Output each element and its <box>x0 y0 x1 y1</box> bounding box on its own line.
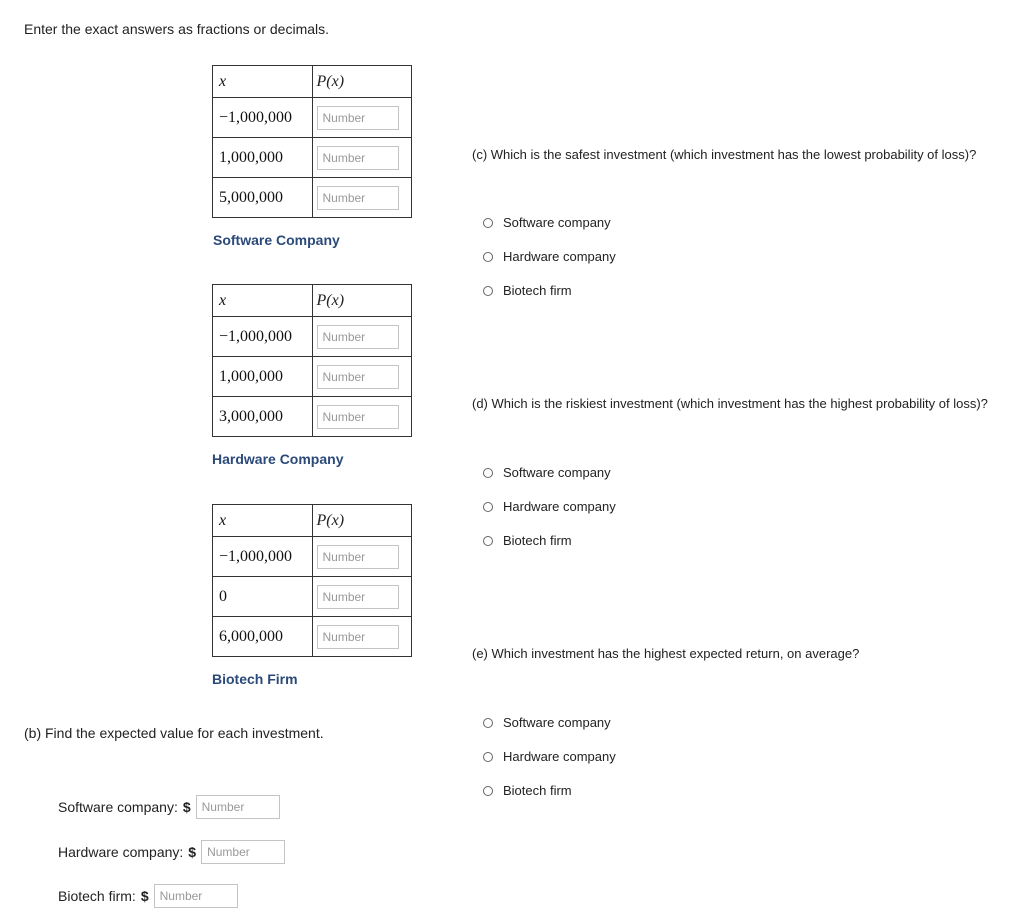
part-c-option-hardware[interactable] <box>483 249 616 264</box>
hardware-probability-table <box>212 284 412 437</box>
part-e-question: (e) Which investment has the highest expected return, on average? <box>472 646 860 661</box>
x-value: −1,000,000 <box>213 98 313 138</box>
x-value: 3,000,000 <box>213 397 313 437</box>
part-d-option-biotech[interactable] <box>483 533 572 548</box>
table-row <box>213 98 412 138</box>
part-e-option-software[interactable] <box>483 715 611 730</box>
x-value: 6,000,000 <box>213 617 313 657</box>
dollar-sign: $ <box>140 888 149 904</box>
part-b-question: (b) Find the expected value for each investment. <box>24 725 324 741</box>
table-row <box>213 577 412 617</box>
header-x: x <box>213 285 313 317</box>
table-row <box>213 317 412 357</box>
probability-input[interactable] <box>317 625 399 649</box>
table-row <box>213 397 412 437</box>
x-value: −1,000,000 <box>213 317 313 357</box>
probability-input[interactable] <box>317 325 399 349</box>
probability-input[interactable] <box>317 545 399 569</box>
header-x: x <box>213 505 313 537</box>
radio-button[interactable] <box>483 752 493 762</box>
x-value: 5,000,000 <box>213 178 313 218</box>
ev-hardware-input[interactable] <box>201 840 285 864</box>
header-px: P(x) <box>312 285 412 317</box>
header-px: P(x) <box>312 505 412 537</box>
ev-biotech-label: Biotech firm: <box>58 888 136 904</box>
part-c-option-software[interactable] <box>483 215 611 230</box>
radio-button[interactable] <box>483 536 493 546</box>
table-row <box>213 537 412 577</box>
ev-hardware-label: Hardware company: <box>58 844 184 860</box>
part-d-option-software[interactable] <box>483 465 611 480</box>
x-value: 1,000,000 <box>213 357 313 397</box>
radio-button[interactable] <box>483 252 493 262</box>
ev-biotech-row <box>58 884 238 908</box>
option-label: Biotech firm <box>503 783 572 798</box>
radio-button[interactable] <box>483 502 493 512</box>
option-label: Software company <box>503 465 611 480</box>
x-value: 0 <box>213 577 313 617</box>
dollar-sign: $ <box>188 844 197 860</box>
option-label: Hardware company <box>503 499 616 514</box>
radio-button[interactable] <box>483 286 493 296</box>
ev-software-input[interactable] <box>196 795 280 819</box>
part-c-option-biotech[interactable] <box>483 283 572 298</box>
x-value: 1,000,000 <box>213 138 313 178</box>
option-label: Biotech firm <box>503 533 572 548</box>
table-row <box>213 357 412 397</box>
part-e-option-biotech[interactable] <box>483 783 572 798</box>
ev-hardware-row <box>58 840 285 864</box>
biotech-table-caption: Biotech Firm <box>212 671 298 687</box>
software-table-caption: Software Company <box>213 232 340 248</box>
dollar-sign: $ <box>182 799 191 815</box>
probability-input[interactable] <box>317 106 399 130</box>
software-probability-table <box>212 65 412 218</box>
radio-button[interactable] <box>483 786 493 796</box>
x-value: −1,000,000 <box>213 537 313 577</box>
option-label: Software company <box>503 715 611 730</box>
probability-input[interactable] <box>317 365 399 389</box>
header-x: x <box>213 66 313 98</box>
table-row <box>213 178 412 218</box>
ev-biotech-input[interactable] <box>154 884 238 908</box>
hardware-table-caption: Hardware Company <box>212 451 344 467</box>
table-row <box>213 138 412 178</box>
biotech-probability-table <box>212 504 412 657</box>
option-label: Hardware company <box>503 749 616 764</box>
ev-software-label: Software company: <box>58 799 178 815</box>
ev-software-row <box>58 795 280 819</box>
option-label: Hardware company <box>503 249 616 264</box>
part-d-option-hardware[interactable] <box>483 499 616 514</box>
option-label: Software company <box>503 215 611 230</box>
table-row <box>213 617 412 657</box>
probability-input[interactable] <box>317 186 399 210</box>
probability-input[interactable] <box>317 405 399 429</box>
part-d-question: (d) Which is the riskiest investment (which investment has the highest probability of loss)? <box>472 396 988 411</box>
radio-button[interactable] <box>483 218 493 228</box>
option-label: Biotech firm <box>503 283 572 298</box>
part-e-option-hardware[interactable] <box>483 749 616 764</box>
probability-input[interactable] <box>317 146 399 170</box>
radio-button[interactable] <box>483 468 493 478</box>
radio-button[interactable] <box>483 718 493 728</box>
instructions-text: Enter the exact answers as fractions or decimals. <box>24 21 330 37</box>
header-px: P(x) <box>312 66 412 98</box>
probability-input[interactable] <box>317 585 399 609</box>
part-c-question: (c) Which is the safest investment (which investment has the lowest probability of loss)? <box>472 147 977 162</box>
